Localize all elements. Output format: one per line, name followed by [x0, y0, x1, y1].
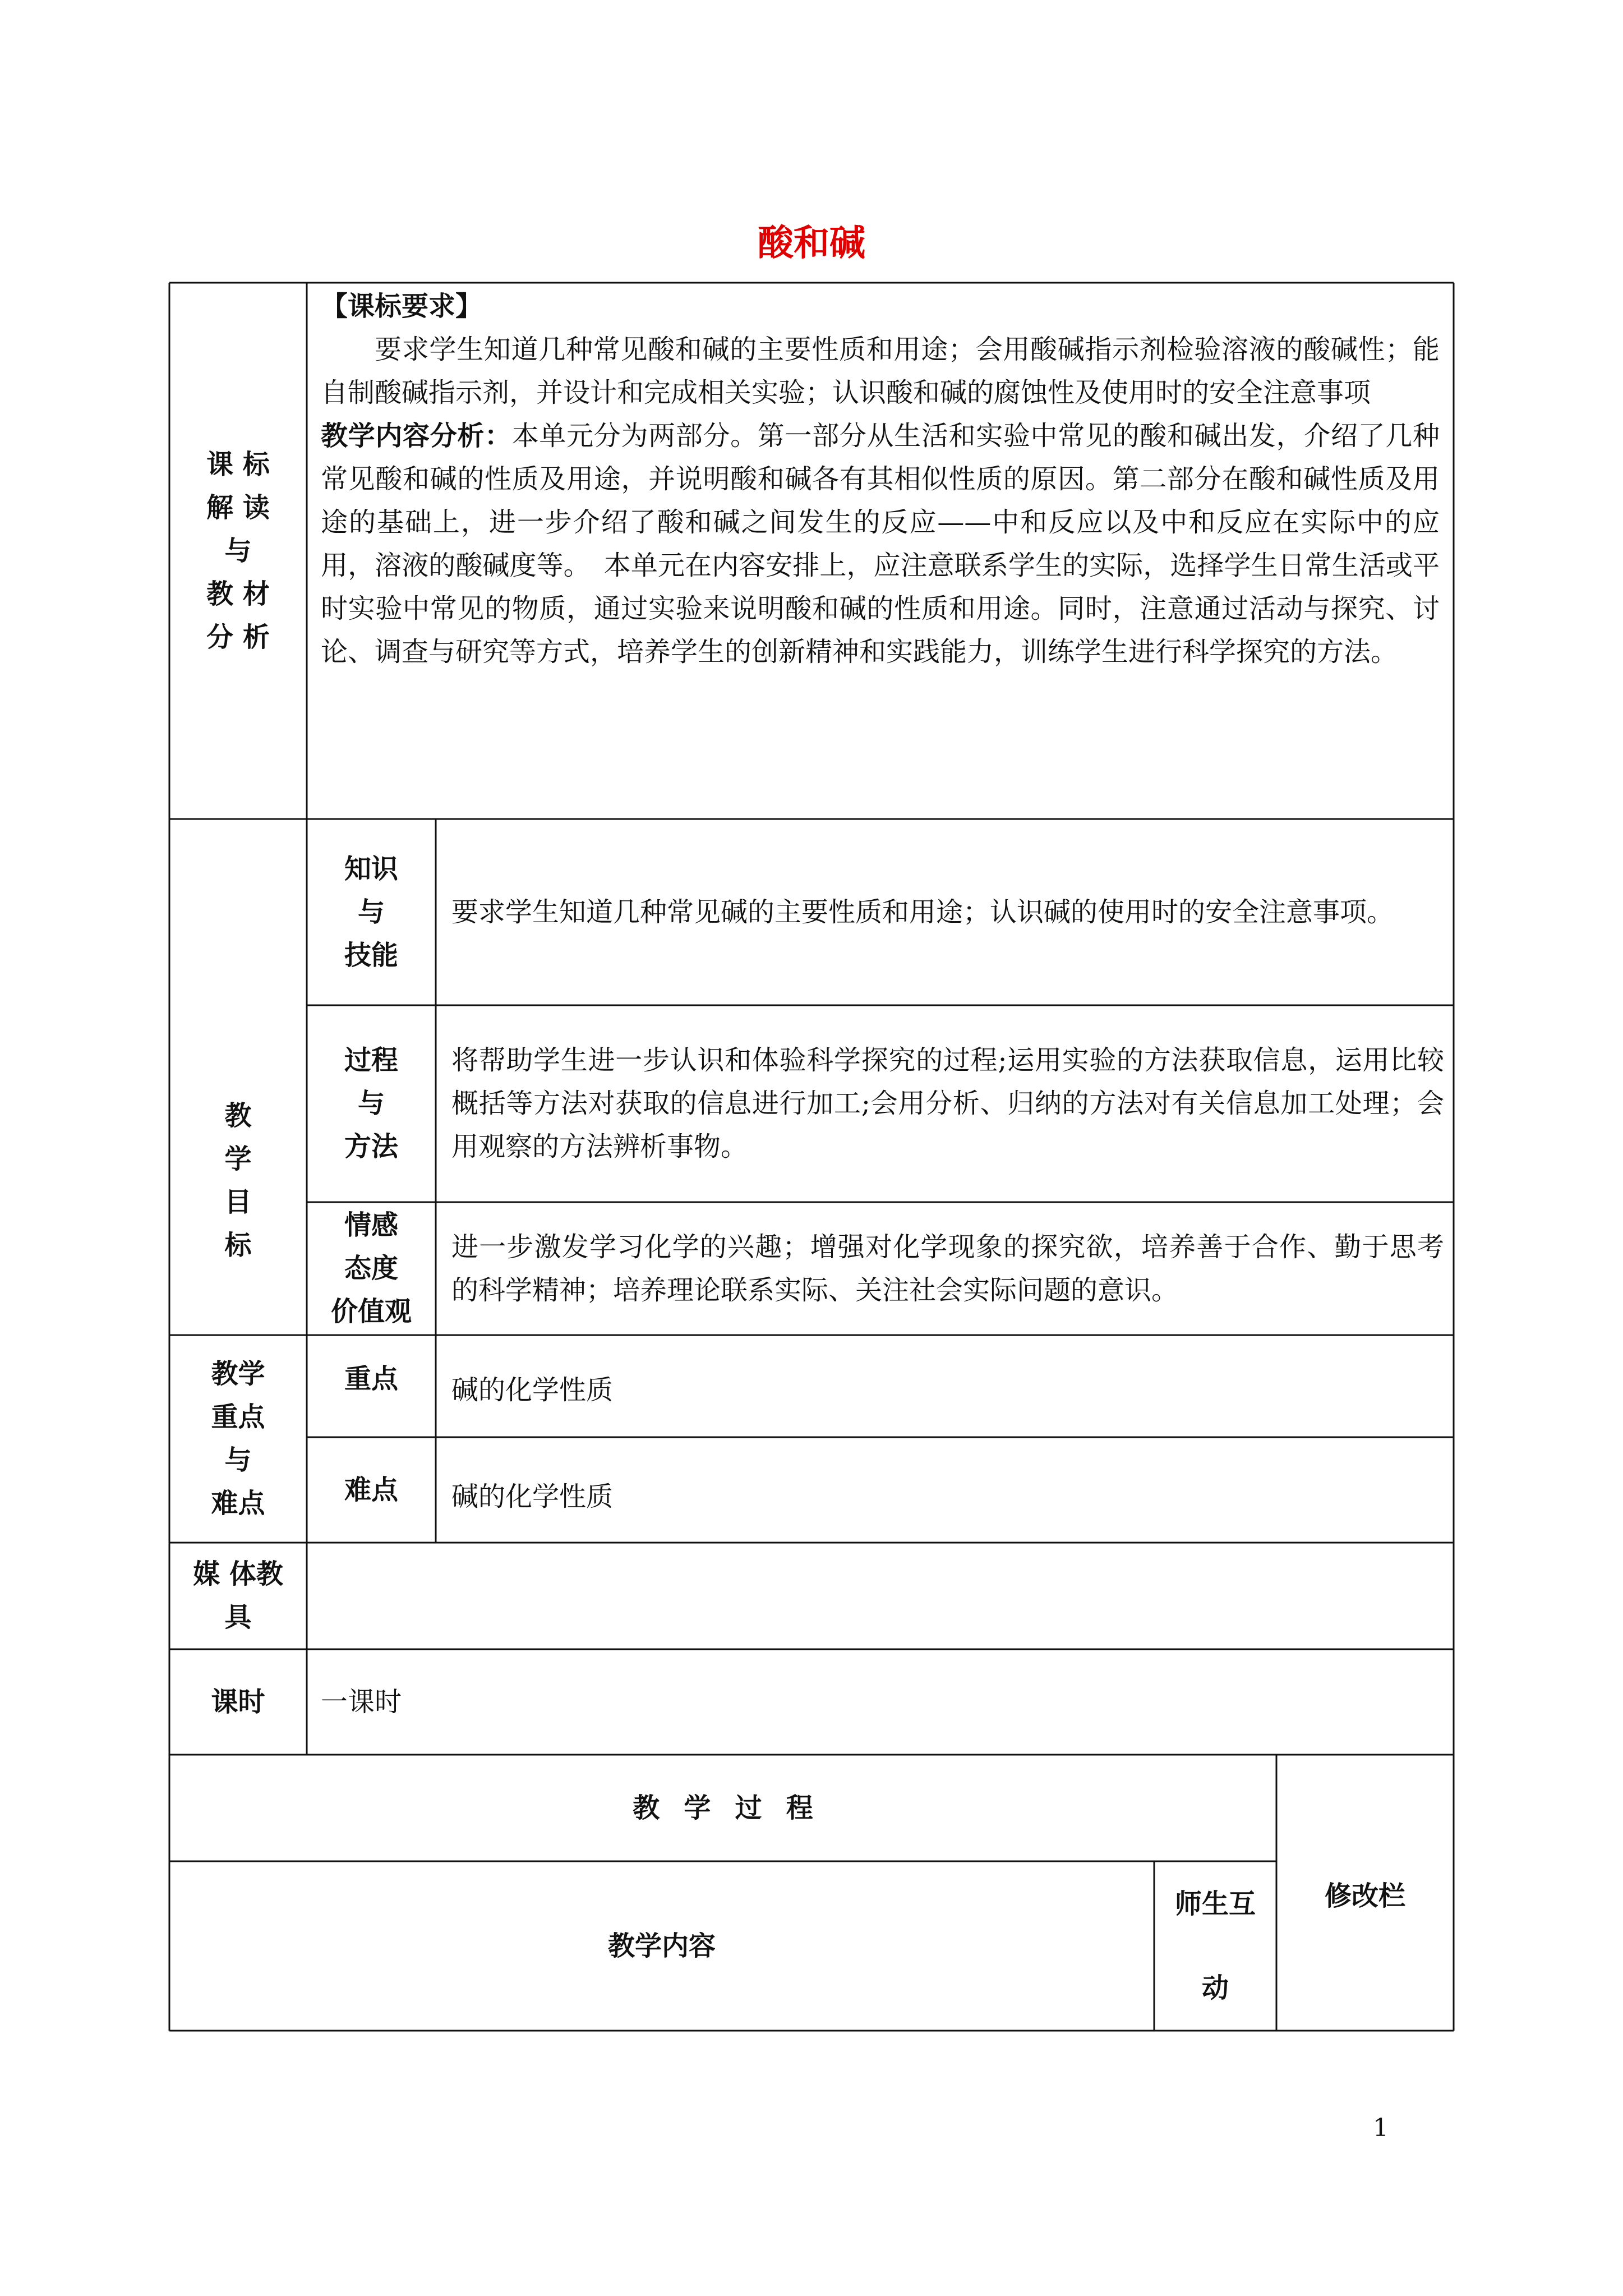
difficulty-label: 难点: [344, 1474, 398, 1506]
analysis-text: 本单元分为两部分。第一部分从生活和实验中常见的酸和碱出发，介绍了几种常见酸和碱的性质及用途，并说明酸和碱各有其相似性质的原因。第二部分在酸和碱性质及用途的基础上，进一步介绍了酸和碱之间发生的反应——中和反应以及中和反应在实际中的应用，溶液的酸碱度等。 本单元在内容安排上，应注意联系学生的实际，选择学生日常生活或平时实验中常见的物质，通过实验来说明酸和碱的性质和用途。同时，注意通过活动与探究、讨论、调查与研究等方式，培养学生的创新精神和实践能力，训练学生进行科学探究的方法。: [321, 420, 1440, 668]
standards-content: [321, 285, 1440, 818]
objective-label-emotion: 情感 态度 价值观: [330, 1209, 412, 1327]
objective-label-knowledge: 知识 与 技能: [344, 853, 398, 971]
section-label-objectives: 教 学 目 标: [224, 1100, 252, 1261]
objective-label-process: 过程 与 方法: [344, 1045, 398, 1162]
content-analysis: [321, 415, 1440, 674]
standards-heading: 【课标要求】: [321, 291, 483, 322]
section-label-media: 媒 体教 具: [193, 1558, 283, 1633]
difficulty-text: 碱的化学性质: [451, 1481, 614, 1512]
section-label-standards: 课 标 解 读 与 教 材 分 析: [206, 448, 270, 653]
section-label-keypoints: 教学 重点 与 难点: [211, 1358, 265, 1519]
teaching-content-label: 教学内容: [607, 1930, 716, 1962]
page-title: 酸和碱: [758, 222, 865, 264]
period-text: 一课时: [321, 1686, 402, 1718]
objective-text-process: 将帮助学生进一步认识和体验科学探究的过程;运用实验的方法获取信息，运用比较概括等方法对获取的信息进行加工;会用分析、归纳的方法对有关信息加工处理；会用观察的方法辨析事物。: [451, 1045, 1444, 1162]
standards-requirement: 要求学生知道几种常见酸和碱的主要性质和用途；会用酸碱指示剂检验溶液的酸碱性；能自制酸碱指示剂，并设计和完成相关实验；认识酸和碱的腐蚀性及使用时的安全注意事项: [321, 334, 1440, 408]
keypoint-label: 重点: [344, 1363, 398, 1395]
analysis-label: 教学内容分析：: [321, 420, 512, 452]
objective-text-knowledge: 要求学生知道几种常见碱的主要性质和用途；认识碱的使用时的安全注意事项。: [451, 896, 1394, 928]
section-label-period: 课时: [211, 1686, 265, 1718]
page-number: 1: [1373, 2114, 1389, 2142]
interaction-column-label: 师生互 动: [1174, 1888, 1256, 2004]
media-text: [321, 1543, 1440, 1649]
revision-column-label: 修改栏: [1324, 1880, 1405, 1912]
keypoint-text: 碱的化学性质: [451, 1374, 614, 1406]
objective-text-emotion: 进一步激发学习化学的兴趣；增强对化学现象的探究欲，培养善于合作、勤于思考的科学精神；培养理论联系实际、关注社会实际问题的意识。: [451, 1231, 1444, 1306]
process-header: 教学过程: [633, 1792, 837, 1824]
